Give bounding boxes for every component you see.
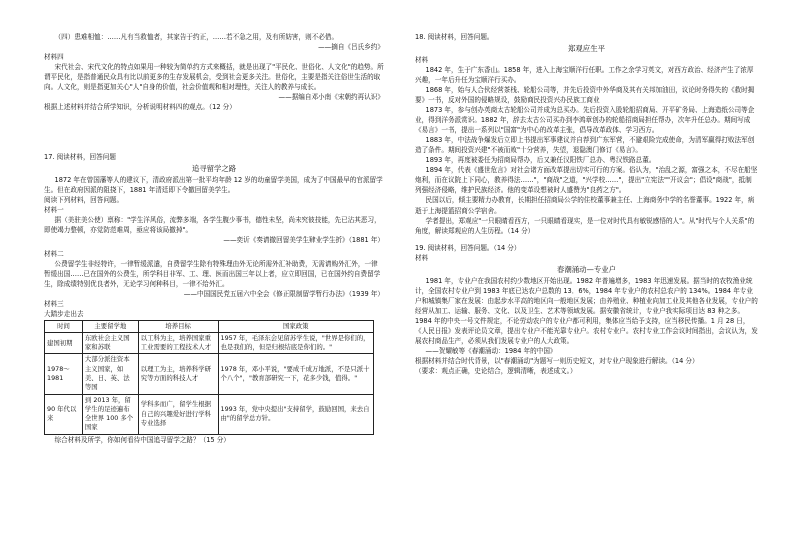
table-header-row [45, 320, 374, 332]
table-cell: 以理工为主，培养科学研究等方面的科技人才 [138, 354, 218, 394]
paragraph: 1868 年，始与人合伙经营茶栈、轮船公司等，并先后投资中外华商及其有关邦加油田，议论时务得失的《救时揭要》一书，反对外国的侵略规设，鼓励商民投资兴办民族工商业 [415, 86, 755, 105]
paragraph: 阅读下列材料，回答问题。 [44, 196, 124, 205]
study-abroad-table [44, 320, 374, 435]
table-cell: 1993 年，党中央提出"支持留学，鼓励回国，来去自由"的留学总方针。 [218, 394, 374, 434]
paragraph: 1883 年，中法战争爆发后立即上书提出军事建议并自荐到广东军营，不避艰险完成使命，为清军赢得打败法军创造了条件。期间投资兴建"不被而败"十分营养，失望，退隐澳门修订《易言》。 [415, 136, 755, 155]
table-row [45, 354, 374, 394]
table-cell: 1957 年，毛泽东会见留苏学生说，"世界是你们的，也是我们的，但是归根结底是你们的。" [218, 332, 374, 354]
table-header-cell: 培养目标 [138, 320, 218, 332]
question-prompt: 综合材料及所学，你如何看待中国追寻留学之路？（15 分） [54, 435, 230, 444]
table-header-cell: 国家政策 [218, 320, 374, 332]
paragraph: 1873 年，参与创办英商太古轮船公司并成为总买办。先后投资入股轮船招商局、开平矿务局、上海造纸公司等企业，得到洋务派赏识。1882 年，辞去太古公司买办到李鸿章创办的轮船招商局担任帮办，次年升任总办。期间写成《易言》一书，提出一系列以"国富"为中心的改革主张，倡导改革政体、学习西方。 [415, 106, 755, 135]
paragraph: 据（美驻美公使）禀称："学生洋风俗，流弊多端，各学生腹少事书，德性未坚，尚未究彼技能，先已沾其恶习，即使竭力整顿，亦觉防范难周，亟应将该局撤掉"。 [44, 216, 381, 235]
table-header-cell: 时间 [45, 320, 83, 332]
table-cell: 90 年代以来 [45, 394, 83, 434]
table-cell: 1978～1981 [45, 354, 83, 394]
source-line: ——中国国民党五届六中全会《修正限制留学暂行办法》（1939 年） [183, 289, 384, 298]
material-label: 材料 [415, 253, 429, 262]
table-cell: 1978 年，邓小平说，"要成千成万地派，不是只派十个八个"，"教育部研究一下，花多少钱，值得。" [218, 354, 374, 394]
paragraph: 宋代社会、宋代文化的特点如果用一种较为简单约方式来概括，就是出现了"平民化、世俗化、人文化"的趋势。所谓平民化，是指普通民众具有比以前更多的生存发展机会，受到社会更多关注。世俗化，主要是指关注俗世生活的取向。人文化，则是指更加关心"人"自身的价值，社会价值观和相对理性，关注人的教养与成长。 [44, 63, 384, 92]
table-row [45, 394, 374, 434]
material-label: 材料四 [44, 53, 64, 62]
question-prompt: 学者提出，郑观应"一只眼睛看西方，一只眼睛看现实，是一位对时代具有敏锐感悟的人"。从"时代与个人关系"的角度，解读郑观应的人生历程。（14 分） [415, 216, 755, 235]
paragraph: 1872 年在曾国藩等人的建议下，清政府派出第一批平均年龄 12 岁的幼童留学美国，成为了中国最早的官派留学生。但在政府因派的阻挠下，1881 年清廷即下令撤回留美学生。 [44, 176, 383, 195]
question-heading: 18. 阅读材料，回答问题。 [415, 33, 494, 41]
table-cell: 以工科为主，培养国家重工业需要的工程技术人才 [138, 332, 218, 354]
source-line: ——摘自《吕氏乡约》 [318, 43, 384, 52]
table-cell: 学科多而广，留学生根据自己的兴趣爱好进行学科专业选择 [138, 394, 218, 434]
paragraph: 1894 年，代表《盛世危言》对社会诸方面改革提出切实可行的方案。俗认为，"治乱之源，富强之本，不尽在船坚炮利，而在议院上下同心，教养得法……"，"商战"之道，"兴学校……"，提出"立宪法""开议会"；倡设"商战"，抵制列强经济侵略，维护民族经济。他的变革设想被时人盛赞为"良药之方"。 [415, 166, 758, 195]
material-label: 材料二 [44, 249, 64, 258]
source-line: ——贺耀敏等《春潮涌动：1984 年的中国》 [425, 346, 557, 355]
question-prompt: 根据上述材料并结合所学知识，分析说明材料四的观点。（12 分） [44, 103, 236, 112]
paragraph: 1842 年，生于广东香山。1858 年，进入上海宝顺洋行任职。工作之余学习英文，对西方政治、经济产生了浓厚兴趣，一年后升任为宝顺洋行买办。 [415, 66, 754, 85]
paragraph: 1981 年，专业户在我国农村约少数地区开始出现。1982 年普遍增多，1983 年迅速发展。据当时的农牧渔业统计，全国农村专业户到 1983 年底已达农户总数的 13．6%，1984 年专业户的农村总农户的 134%。1984 年专业户和城镇集厂家在发展：由起步水平高的地区向一般地区发展；由养殖业、种植业向加工业及其他各业发展，专业户的经营从加工、运输、服务、文化、以及卫生、艺术等领域发展。据安徽省统计，专业户我实际项目达 83 种之多。1984 年的中央一号文件规定，不论劳动农户的专业户都可利用，集体应当给予支持，应当移民传播。1 月 28 日，《人民日报》发表评论员文章，提出专业户不能光靠专业户。农村专业户。农村专业工作会议时间指出，会议认为，发展农村商品生产，必须从我们发展专业户的人大政策。 [415, 276, 758, 345]
question-prompt: 根据材料并结合时代背景，以"春潮涌动"为题写一则历史短文，对专业户现象进行解读。（14 分） [415, 356, 699, 365]
section-title: 追寻留学之路 [191, 164, 237, 174]
source-line: ——据编自邓小南《宋朝约再认识》 [278, 93, 384, 102]
question-requirements: （要求：观点正确，史论结合，逻辑清晰，表述成文。） [415, 366, 577, 375]
table-cell: 建国初期 [45, 332, 83, 354]
table-cell: 东欧社会主义国家和苏联 [82, 332, 138, 354]
paragraph: 公费留学生非经特许，一律暂缓派遣，自费留学生除有特殊理由外无论所需外汇补助费，无需请购外汇外，一律暂缓出国……已在国外的公费生，所学科目非军、工、理、医而出国三年以上者，应立即回国，已在国外约自费留学生，除成绩特别优良者外，无论学习何种科目，一律不给外汇。 [44, 259, 381, 288]
table-caption: 大踏步走出去 [44, 309, 84, 318]
material-label: 材料一 [44, 206, 64, 215]
table-cell: 大部分派往资本主义国家，如美、日、英、法等国 [82, 354, 138, 394]
question-heading: 19. 阅读材料，回答问题。（14 分） [415, 243, 521, 252]
table-row [45, 332, 374, 354]
paragraph: （四）患难相恤：……凡有当救恤者，其家告于约正，……若不急之用，及有所妨害，则不必借。 [54, 33, 339, 41]
right-column [415, 32, 758, 376]
material-label: 材料三 [44, 299, 64, 308]
paragraph: 1893 年，再度被委任为招商局帮办，后又兼任汉阳铁厂总办、粤汉铁路总董。 [425, 156, 656, 165]
material-label: 材料 [415, 56, 429, 65]
question-heading: 17. 阅读材料，回答问题 [44, 153, 116, 162]
table-header-cell: 主要留学地 [82, 320, 138, 332]
section-title: 春潮涌动—专业户 [556, 264, 617, 274]
table-cell: 到 2013 年，留学生的足迹遍布全世界 100 多个国家 [82, 394, 138, 434]
paragraph: 民国以后，倾主要精力办教育，长期担任招商局公学的住校董事兼主任、上海商务中学的名誉董事。1922 年，病逝于上海提篮招商公学宿舍。 [415, 196, 755, 215]
section-title: 郑观应生平 [568, 44, 605, 54]
source-line: ——奕䜣《奏请撤回留美学生肄业学生折》（1881 年） [223, 236, 384, 245]
left-column [44, 32, 384, 445]
